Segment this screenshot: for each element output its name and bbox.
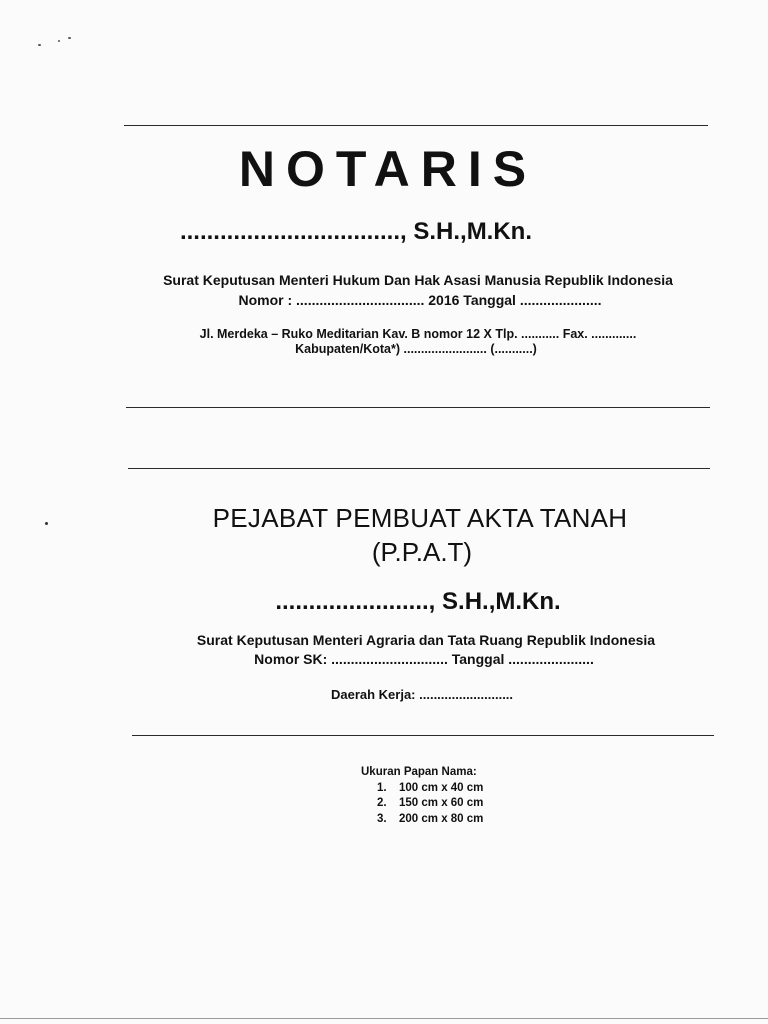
page-bottom-edge <box>0 1018 768 1019</box>
ppat-bottom-divider <box>132 735 714 736</box>
notaris-nomor-line: Nomor : ................................. 2016 Tanggal ..................... <box>238 292 602 308</box>
ukuran-papan-nama <box>361 765 483 827</box>
scan-speck <box>38 44 41 46</box>
ppat-sk-line: Surat Keputusan Menteri Agraria dan Tata Ruang Republik Indonesia <box>196 632 656 648</box>
notaris-kabupaten-line: Kabupaten/Kota*) ........................ (...........) <box>295 342 537 356</box>
notaris-bottom-divider <box>126 407 710 408</box>
ukuran-heading: Ukuran Papan Nama: <box>361 766 477 778</box>
ppat-top-divider <box>128 468 710 469</box>
ppat-abbreviation: (P.P.A.T) <box>371 537 473 567</box>
notaris-address-line: Jl. Merdeka – Ruko Meditarian Kav. B nomor 12 X Tlp. ........... Fax. ............. <box>199 327 637 341</box>
ukuran-item-number: 3. <box>377 812 387 825</box>
notaris-name-line: ................................., S.H.,M.Kn. <box>179 218 533 245</box>
ukuran-item-text: 100 cm x 40 cm <box>399 781 484 794</box>
ppat-name-line: ......................., S.H.,M.Kn. <box>275 588 561 615</box>
ppat-title: PEJABAT PEMBUAT AKTA TANAH <box>212 503 628 533</box>
ukuran-item-number: 1. <box>377 781 387 794</box>
ppat-daerah-line: Daerah Kerja: .......................... <box>330 687 514 702</box>
ppat-nomor-line: Nomor SK: .............................. Tanggal ...................... <box>254 651 594 667</box>
ukuran-item-text: 150 cm x 60 cm <box>399 797 484 809</box>
ukuran-item <box>361 796 483 812</box>
notaris-title: NOTARIS <box>238 141 538 197</box>
ukuran-list <box>361 781 483 828</box>
ukuran-item <box>361 781 483 797</box>
ukuran-item-number: 2. <box>377 797 387 809</box>
scan-speck <box>68 37 71 39</box>
top-divider <box>124 125 708 126</box>
notaris-sk-line: Surat Keputusan Menteri Hukum Dan Hak Asasi Manusia Republik Indonesia <box>163 272 673 288</box>
ukuran-item-text: 200 cm x 80 cm <box>399 812 484 825</box>
ukuran-item <box>361 812 483 828</box>
scan-speck <box>58 40 60 42</box>
